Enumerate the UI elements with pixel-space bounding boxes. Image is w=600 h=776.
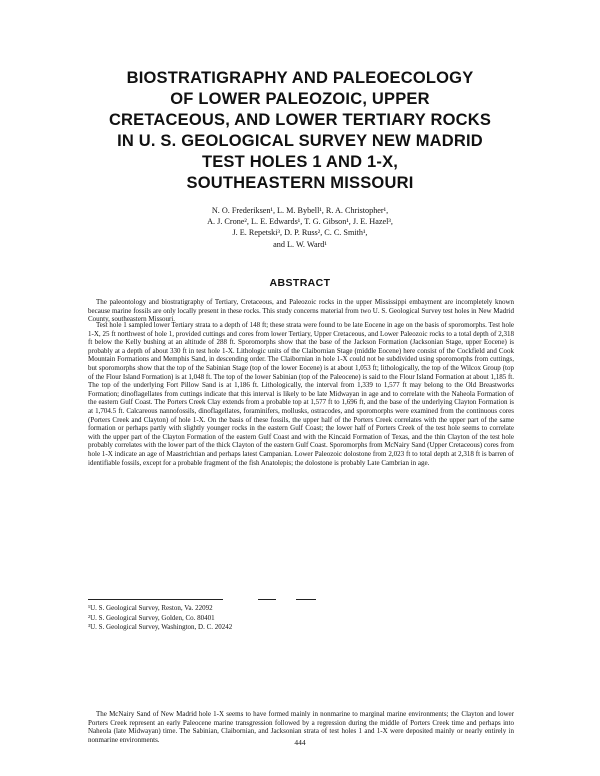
page-number: 444 (294, 738, 306, 747)
title-line: BIOSTRATIGRAPHY AND PALEOECOLOGY (126, 69, 474, 87)
title-line: IN U. S. GEOLOGICAL SURVEY NEW MADRID (117, 132, 483, 150)
author-list (150, 205, 450, 250)
footnote: ²U. S. Geological Survey, Golden, Co. 80401 (88, 613, 215, 622)
abstract-paragraph: The McNairy Sand of New Madrid hole 1-X seems to have formed mainly in nonmarine to marginal marine environments; the Clayton and lower Porters Creek represent an early Paleocene marine transgression followed by a regression during the middle of Porters Creek time and perhaps into Naheola (late Midwayan) time. The Sabinian, Claibornian, and Jacksonian strata of test holes 1 and 1-X were deposited mainly or nearly entirely in nonmarine environments. (88, 710, 514, 744)
abstract-heading: ABSTRACT (269, 277, 331, 289)
paper-title (60, 68, 540, 194)
author-line: A. J. Crone², L. E. Edwards¹, T. G. Gibson¹, J. E. Hazel³, (207, 217, 393, 227)
footnote: ¹U. S. Geological Survey, Reston, Va. 22092 (88, 604, 213, 612)
footnotes (88, 604, 388, 633)
author-line: N. O. Frederiksen¹, L. M. Bybell¹, R. A. Christopher¹, (211, 206, 389, 215)
footnote-rule (88, 599, 223, 600)
footnote: ³U. S. Geological Survey, Washington, D. C. 20242 (88, 623, 233, 632)
footnote-rule (296, 599, 316, 600)
title-line: OF LOWER PALEOZOIC, UPPER (170, 90, 430, 108)
title-line: CRETACEOUS, AND LOWER TERTIARY ROCKS (108, 111, 492, 129)
abstract-paragraph: Test hole 1 sampled lower Tertiary strata to a depth of 148 ft; these strata were found to be late Eocene in age on the basis of sporomorphs. Test hole 1-X, 25 ft northwest of hole 1, provided cuttings and cores from lower Tertiary, Upper Cretaceous, and Lower Paleozoic rocks to a total depth of 2,318 ft below the Kelly bushing at an altitude of 288 ft. Sporomorphs show that the base of the Jackson Formation (Jacksonian Stage, upper Eocene) is probably at a depth of about 330 ft in test hole 1-X. Lithologic units of the Claibornian Stage (middle Eocene) here consist of the Cockfield and Cook Mountain Formations and Memphis Sand, in descending order. The Claibornian in hole 1-X could not be subdivided using sporomorphs from cuttings, but sporomorphs show that the top of the Sabinian Stage (top of the lower Eocene) is at about 1,053 ft; lithologically, the top of the Wilcox Group (top of the Flour Island Formation) is at 1,048 ft. The top of the lower Sabinian (top of the Paleocene) is said to the Flour Island Formation at about 1,185 ft. The top of the underlying Fort Pillow Sand is at 1,186 ft. Lithologically, the interval from 1,339 to 1,577 ft may belong to the Old Breastworks Formation; dinoflagellates from cuttings indicate that this interval is likely to be late Midwayan in age and to correlate with the Naheola Formation of the eastern Gulf Coast. The Porters Creek Clay extends from a probable top at 1,577 ft to 1,696 ft, and the base of the underlying Clayton Formation is at 1,704.5 ft. Calcareous nannofossils, dinoflagellates, foraminifers, mollusks, ostracodes, and sporomorphs were examined from the continuous cores (Porters Creek and Clayton) of hole 1-X. On the basis of these fossils, the upper half of the Porters Creek correlates with the upper part of the same formation or perhaps partly with slightly younger rocks in the eastern Gulf Coast; the lower half of Porters Creek of the test hole seems to correlate with the upper part of the Clayton Formation of the eastern Gulf Coast and with the Kincaid Formation of Texas, and the thin Clayton of the test hole probably correlates with the lower part of the thick Clayton of the eastern Gulf Coast. Sporomorphs from McNairy Sand (Upper Cretaceous) cores from hole 1-X indicate an age of Maastrichtian and perhaps latest Campanian. Lower Paleozoic dolostone from 2,023 ft to total depth at 2,318 ft is barren of identifiable fossils, except for a probable fragment of the fish Anatolepis; the dolostone is probably Late Cambrian in age. (88, 321, 514, 467)
abstract-paragraph: The paleontology and biostratigraphy of Tertiary, Cretaceous, and Paleozoic rocks in the upper Mississippi embayment are incompletely known because marine fossils are only locally present in these rocks. This study concerns material from two U. S. Geological Survey test holes in New Madrid County, southeastern Missouri. (88, 298, 514, 324)
title-line: TEST HOLES 1 AND 1-X, (201, 153, 399, 171)
author-line: and L. W. Ward¹ (273, 239, 327, 249)
footnote-rule (258, 599, 276, 600)
author-line: J. E. Repetski³, D. P. Russ², C. C. Smith¹, (232, 228, 368, 238)
title-line: SOUTHEASTERN MISSOURI (186, 174, 414, 192)
